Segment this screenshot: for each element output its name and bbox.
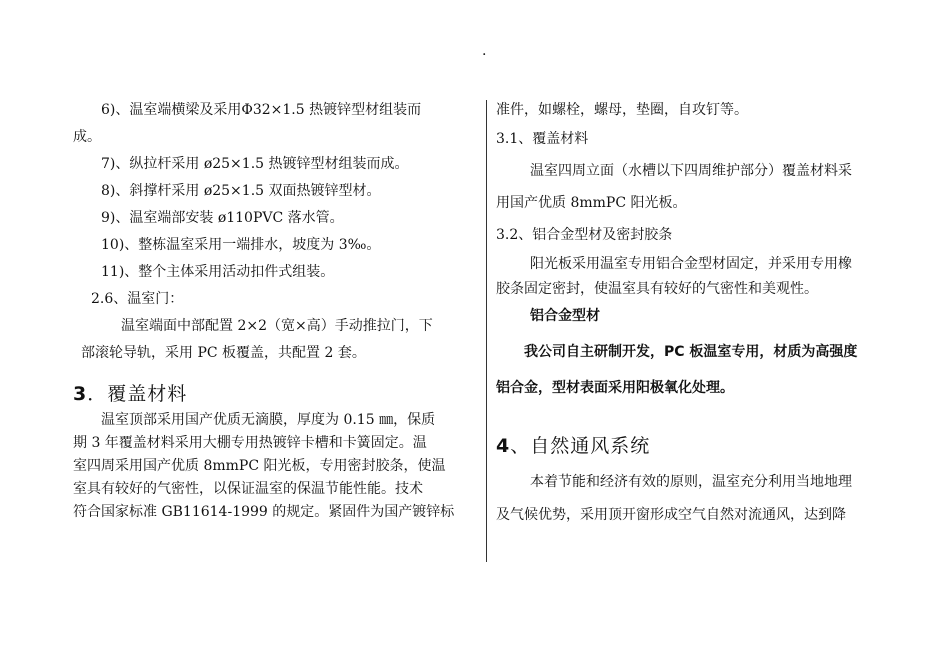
cover-line-5: 符合国家标准 GB11614-1999 的规定。紧固件为国产镀锌标 — [73, 504, 455, 520]
cover-line-4: 室具有较好的气密性，以保证温室的保温节能性能。技术 — [73, 481, 423, 497]
item-11: 11)、整个主体采用活动扣件式组装。 — [101, 264, 335, 280]
door-line-2: 部滚轮导轨，采用 PC 板覆盖，共配置 2 套。 — [81, 345, 366, 361]
item-6-line-2: 成。 — [73, 129, 101, 145]
aluminum-profile-title: 铝合金型材 — [530, 308, 600, 324]
item-8: 8)、斜撑杆采用 ø25×1.5 双面热镀锌型材。 — [101, 183, 381, 199]
item-10: 10)、整栋温室采用一端排水，坡度为 3‰。 — [101, 237, 381, 253]
cover-line-1: 温室顶部采用国产优质无滴膜，厚度为 0.15 ㎜，保质 — [101, 412, 436, 428]
item-9: 9)、温室端部安装 ø110PVC 落水管。 — [101, 210, 344, 226]
section-4-number: 4 — [496, 435, 511, 457]
cover-line-2: 期 3 年覆盖材料采用大棚专用热镀锌卡槽和卡簧固定。温 — [73, 435, 427, 451]
section-4-heading — [496, 433, 904, 459]
door-line-1: 温室端面中部配置 2×2（宽×高）手动推拉门，下 — [121, 318, 433, 334]
wall-line-1: 温室四周立面（水槽以下四周维护部分）覆盖材料采 — [530, 163, 852, 179]
left-column — [73, 100, 477, 523]
aluminum-line-2: 铝合金，型材表面采用阳极氧化处理。 — [496, 380, 734, 396]
right-column — [496, 100, 904, 526]
section-3-number: 3 — [73, 383, 88, 405]
cover-line-3: 室四周采用国产优质 8mmPC 阳光板，专用密封胶条，使温 — [73, 458, 446, 474]
section-3-title: ．覆盖材料 — [87, 383, 188, 405]
item-6-line-1: 6)、温室端横梁及采用Φ32×1.5 热镀锌型材组装而 — [101, 102, 422, 118]
wall-line-2: 用国产优质 8mmPC 阳光板。 — [496, 195, 687, 211]
vent-line-2: 及气候优势，采用顶开窗形成空气自然对流通风，达到降 — [496, 507, 846, 523]
section-3-heading — [73, 381, 477, 407]
aluminum-line-1: 我公司自主研制开发，PC 板温室专用，材质为高强度 — [524, 344, 858, 360]
continued-line: 准件，如螺栓，螺母，垫圈，自攻钉等。 — [496, 102, 748, 118]
section-2-6-heading: 2.6、温室门： — [91, 291, 184, 307]
vent-line-1: 本着节能和经济有效的原则，温室充分利用当地地理 — [530, 474, 852, 490]
column-divider — [486, 100, 487, 562]
page-marker: . — [482, 43, 487, 59]
item-7: 7)、纵拉杆采用 ø25×1.5 热镀锌型材组装而成。 — [101, 156, 409, 172]
section-3-1-heading: 3.1、覆盖材料 — [496, 131, 589, 147]
seal-line-1: 阳光板采用温室专用铝合金型材固定，并采用专用橡 — [530, 256, 852, 272]
section-3-2-heading: 3.2、铝合金型材及密封胶条 — [496, 227, 673, 243]
section-4-title: 、自然通风系统 — [510, 435, 651, 457]
seal-line-2: 胶条固定密封，使温室具有较好的气密性和美观性。 — [496, 281, 818, 297]
